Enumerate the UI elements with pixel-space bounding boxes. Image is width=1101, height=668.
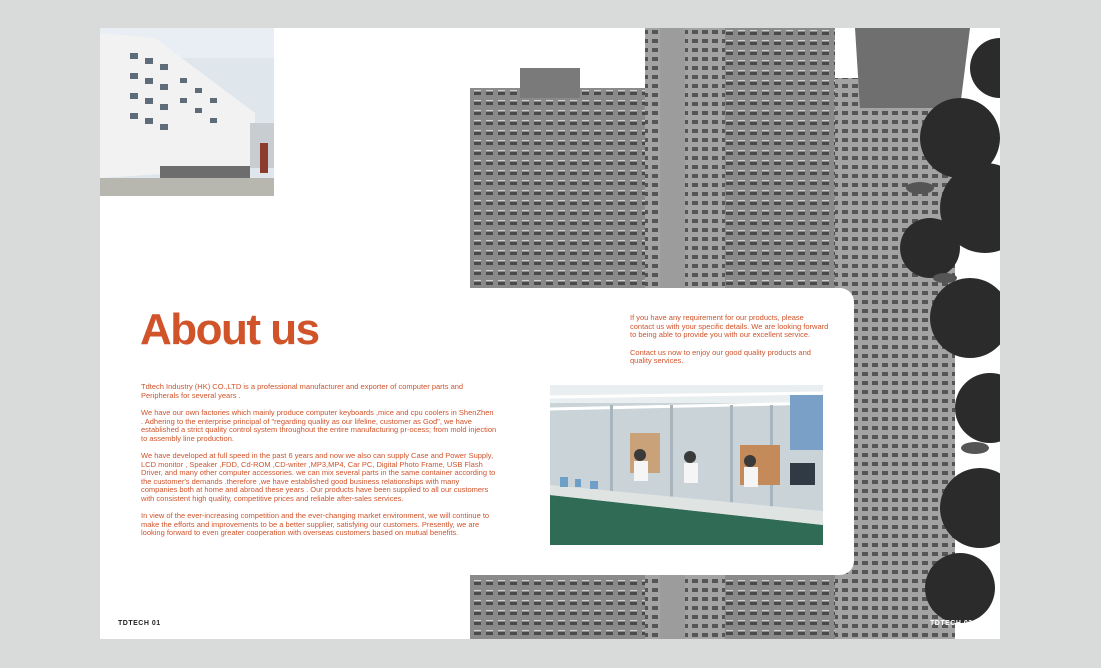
factory-photo	[100, 28, 274, 196]
footer-left-page-label: TDTECH 01	[118, 620, 161, 627]
contact-paragraph: Contact us now to enjoy our good quality products and quality services.	[630, 347, 811, 365]
about-paragraph: Tdtech Industry (HK) CO.,LTD is a professional manufacturer and exporter of computer parts and Peripherals for several years .	[141, 382, 464, 400]
contact-paragraph: If you have any requirement for our products, please contact us with your specific details. We are looking forward to being able to provide you with our excellent service.	[630, 313, 829, 339]
footer-right-page-label: TDTECH 02	[930, 620, 973, 627]
contact-text-column	[630, 314, 830, 375]
assembly-line-photo	[550, 385, 823, 545]
about-paragraph: We have developed at full speed in the past 6 years and now we also can supply Case and Power Supply, LCD monitor , Speaker ,FDD, Cd-ROM ,CD-writer ,MP3,MP4, Car PC, Digital Photo Frame, USB Flash Driver, and many other computer accessories. we can mix several parts in the same container according to the customer's demands .therefore ,we have established good business relationships with many companies both at home and abroad these years . Our products have been supplied to all our customers with consistent high quality, competitive prices and reliable after-sales services.	[141, 451, 496, 503]
about-paragraph: We have our own factories which mainly produce computer keyboards ,mice and cpu coolers in ShenZhen . Adhering to the enterprise principal of "regarding quality as our lifeline, customer as God", we have established a strict quality control system throughout the entire manufacturing pr-ocess; from mold injection to assembly line production.	[141, 408, 497, 443]
page-title: About us	[140, 305, 319, 354]
brochure-spread	[100, 28, 1000, 639]
about-text-column	[141, 383, 497, 547]
about-paragraph: In view of the ever-increasing competition and the ever-changing market environment, we will continue to make the efforts and improvements to be a better supplier, satisfying our customers. Presently, we are looking forward to even greater cooperation with overseas customers based on mutual benefits.	[141, 511, 490, 537]
